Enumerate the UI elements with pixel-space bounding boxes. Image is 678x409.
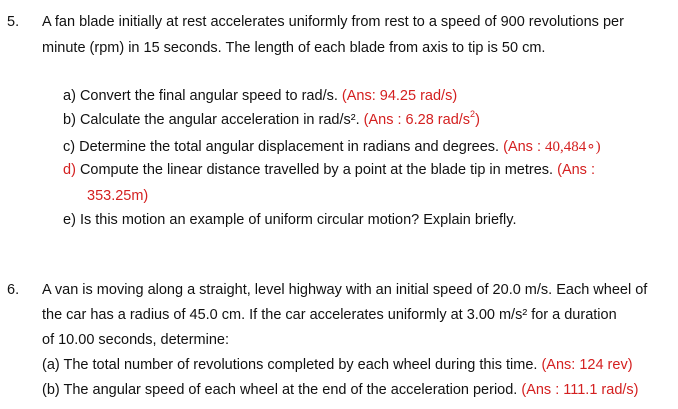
question-5-part-b <box>63 109 480 128</box>
question-5-number: 5. <box>7 14 20 30</box>
part-b-answer: (Ans : 6.28 rad/$s^2$) <box>363 109 480 128</box>
question-5-part-e <box>63 212 516 228</box>
question-6-stem-line-1: A van is moving along a straight, level highway with an initial speed of 20.0 m/s. Each wheel of <box>42 282 648 298</box>
part-a-label: a) <box>63 88 76 104</box>
part-a-text: Convert the final angular speed to rad/s. <box>79 88 338 104</box>
question-6-part-b <box>42 382 639 398</box>
question-6-part-a <box>42 357 633 373</box>
q6-part-a-text: (a) The total number of revolutions completed by each wheel during this time. <box>42 357 538 373</box>
q6-part-b-answer: (Ans : 111.1 rad/s) <box>521 382 639 398</box>
part-a-answer: (Ans: 94.25 rad/s) <box>341 88 458 104</box>
q6-part-b-text: (b) The angular speed of each wheel at the end of the acceleration period. <box>42 382 518 398</box>
question-5-part-d <box>63 162 595 178</box>
question-5-part-c <box>63 137 601 156</box>
part-c-text: Determine the total angular displacement in radians and degrees. <box>79 139 500 155</box>
question-6-stem-line-2: the car has a radius of 45.0 cm. If the car accelerates uniformly at 3.00 m/s² for a duration <box>42 307 617 323</box>
question-5-stem-line-2: minute (rpm) in 15 seconds. The length of each blade from axis to tip is 50 cm. <box>42 40 546 56</box>
question-6-stem-line-3: of 10.00 seconds, determine: <box>42 332 230 348</box>
part-d-text: Compute the linear distance travelled by a point at the blade tip in metres. <box>79 162 554 178</box>
part-e-label: e) <box>63 212 76 228</box>
part-c-label: c) <box>63 139 76 155</box>
part-d-answer-continued: 353.25m) <box>87 188 149 204</box>
part-d-answer: (Ans : <box>557 162 595 178</box>
question-5-stem-line-1: A fan blade initially at rest accelerates uniformly from rest to a speed of 900 revolutions per <box>42 14 624 30</box>
question-5-part-a <box>63 88 457 104</box>
question-6-number: 6. <box>7 282 20 298</box>
part-e-text: Is this motion an example of uniform circular motion? Explain briefly. <box>79 212 517 228</box>
part-b-text: Calculate the angular acceleration in rad/s². <box>79 112 360 128</box>
part-c-answer: (Ans : 40,484∘) <box>503 139 601 155</box>
q6-part-a-answer: (Ans: 124 rev) <box>541 357 633 373</box>
part-d-label: d) <box>63 162 76 178</box>
part-b-label: b) <box>63 112 76 128</box>
